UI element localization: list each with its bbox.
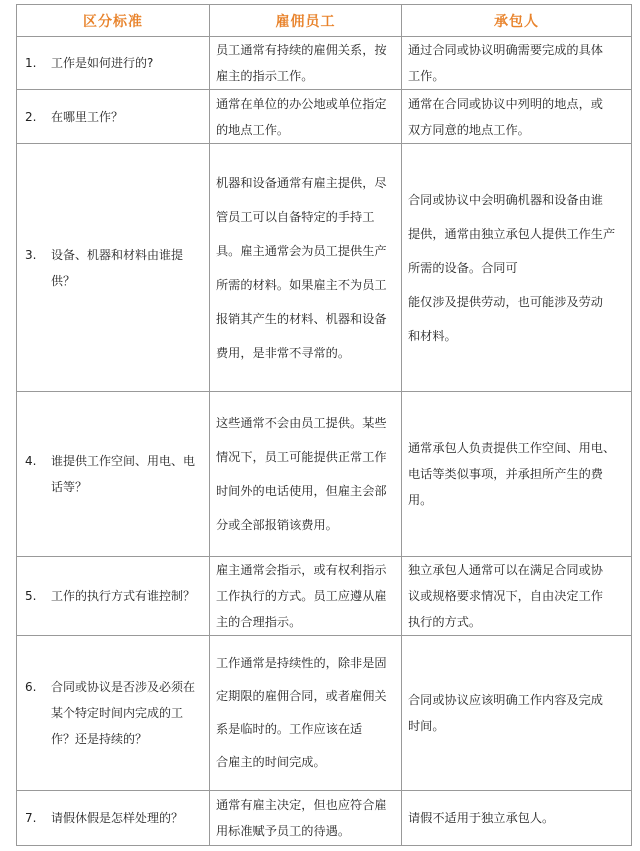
question-text: 在哪里工作？ [51,109,124,124]
employee-line: 这些通常不会由员工提供。某些 [216,416,387,430]
contractor-line: 提供，通常由独立承包人提供工作生产 [408,226,616,241]
header-criterion: 区分标准 [17,5,210,37]
question-text: 设备、机器和材料由谁提供？ [51,247,184,288]
employee-line: 费用，是非常不寻常的。 [216,345,351,360]
contractor-cell [402,791,632,846]
contractor-line: 能仅涉及提供劳动，也可能涉及劳动 [408,294,603,309]
header-row [17,5,632,37]
contractor-cell [402,392,632,557]
employee-cell [210,636,402,791]
employee-line: 员工通常有持续的雇佣关系，按 [216,43,387,57]
employee-line: 时间外的电话使用，但雇主会部 [216,484,387,498]
row-number: 2. [25,109,37,124]
employee-cell [210,37,402,90]
employee-line: 工作通常是持续性的，除非是固 [216,656,387,670]
row-number: 4. [25,454,37,468]
contractor-line: 独立承包人通常可以在满足合同或协 [408,563,603,577]
criterion-cell [17,636,210,791]
contractor-cell [402,37,632,90]
contractor-line: 合同或协议中会明确机器和设备由谁 [408,192,603,207]
employee-line: 雇主的指示工作。 [216,69,314,83]
employee-line: 所需的材料。如果雇主不为员工 [216,277,387,292]
question-text: 工作是如何进行的? [51,56,154,70]
table-row [17,636,632,791]
contractor-line: 时间。 [408,719,445,733]
contractor-cell [402,636,632,791]
employee-cell [210,90,402,144]
contractor-line: 和材料。 [408,328,457,343]
contractor-line: 合同或协议应该明确工作内容及完成 [408,693,603,707]
contractor-line: 电话等类似事项，并承担所产生的费 [408,467,603,481]
table-row [17,392,632,557]
table-row [17,144,632,392]
contractor-line: 工作。 [408,69,445,83]
contractor-line: 所需的设备。合同可 [408,260,518,275]
table-row [17,557,632,636]
table-row [17,791,632,846]
employee-line: 管员工可以自备特定的手持工 [216,209,375,224]
employee-line: 用标准赋予员工的待遇。 [216,824,351,838]
contractor-line: 通常承包人负责提供工作空间、用电、 [408,441,616,455]
employee-cell [210,791,402,846]
row-number: 7. [25,811,37,825]
criterion-cell [17,144,210,392]
contractor-line: 请假不适用于独立承包人。 [408,811,555,825]
contractor-line: 议或规格要求情况下，自由决定工作 [408,589,603,603]
contractor-cell [402,90,632,144]
employee-line: 通常有雇主决定，但也应符合雇 [216,798,387,812]
employee-line: 雇主通常会指示，或有权利指示 [216,563,387,577]
table-row [17,37,632,90]
row-number: 6. [25,680,37,694]
criterion-cell [17,392,210,557]
table-row [17,90,632,144]
employee-cell [210,144,402,392]
employee-line: 主的合理指示。 [216,615,302,629]
employee-line: 的地点工作。 [216,122,290,137]
question-text: 请假休假是怎样处理的？ [51,811,184,825]
row-number: 5. [25,589,37,603]
contractor-cell [402,144,632,392]
employee-line: 机器和设备通常有雇主提供，尽 [216,175,387,190]
employee-line: 工作执行的方式。员工应遵从雇 [216,589,387,603]
employee-line: 合雇主的时间完成。 [216,755,326,769]
criterion-cell [17,791,210,846]
contractor-line: 用。 [408,493,433,507]
row-number: 3. [25,247,37,262]
employee-line: 分或全部报销该费用。 [216,518,338,532]
employee-cell [210,557,402,636]
contractor-line: 执行的方式。 [408,615,482,629]
header-contractor: 承包人 [402,5,632,37]
header-employee: 雇佣员工 [210,5,402,37]
employee-line: 定期限的雇佣合同，或者雇佣关 [216,689,387,703]
employee-line: 报销其产生的材料、机器和设备 [216,311,387,326]
employee-line: 具。雇主通常会为员工提供生产 [216,243,387,258]
question-text: 谁提供工作空间、用电、电话等？ [51,454,196,494]
criterion-cell [17,557,210,636]
question-text: 工作的执行方式有谁控制？ [51,589,196,603]
contractor-line: 通过合同或协议明确需要完成的具体 [408,43,603,57]
comparison-table [16,4,632,846]
contractor-cell [402,557,632,636]
question-text: 合同或协议是否涉及必须在某个特定时间内完成的工作？还是持续的？ [51,680,196,746]
contractor-line: 通常在合同或协议中列明的地点，或 [408,96,603,111]
employee-cell [210,392,402,557]
contractor-line: 双方同意的地点工作。 [408,122,530,137]
employee-line: 情况下，员工可能提供正常工作 [216,450,387,464]
employee-line: 系是临时的。工作应该在适 [216,722,363,736]
employee-line: 通常在单位的办公地或单位指定 [216,96,387,111]
row-number: 1. [25,56,37,70]
criterion-cell [17,90,210,144]
criterion-cell [17,37,210,90]
